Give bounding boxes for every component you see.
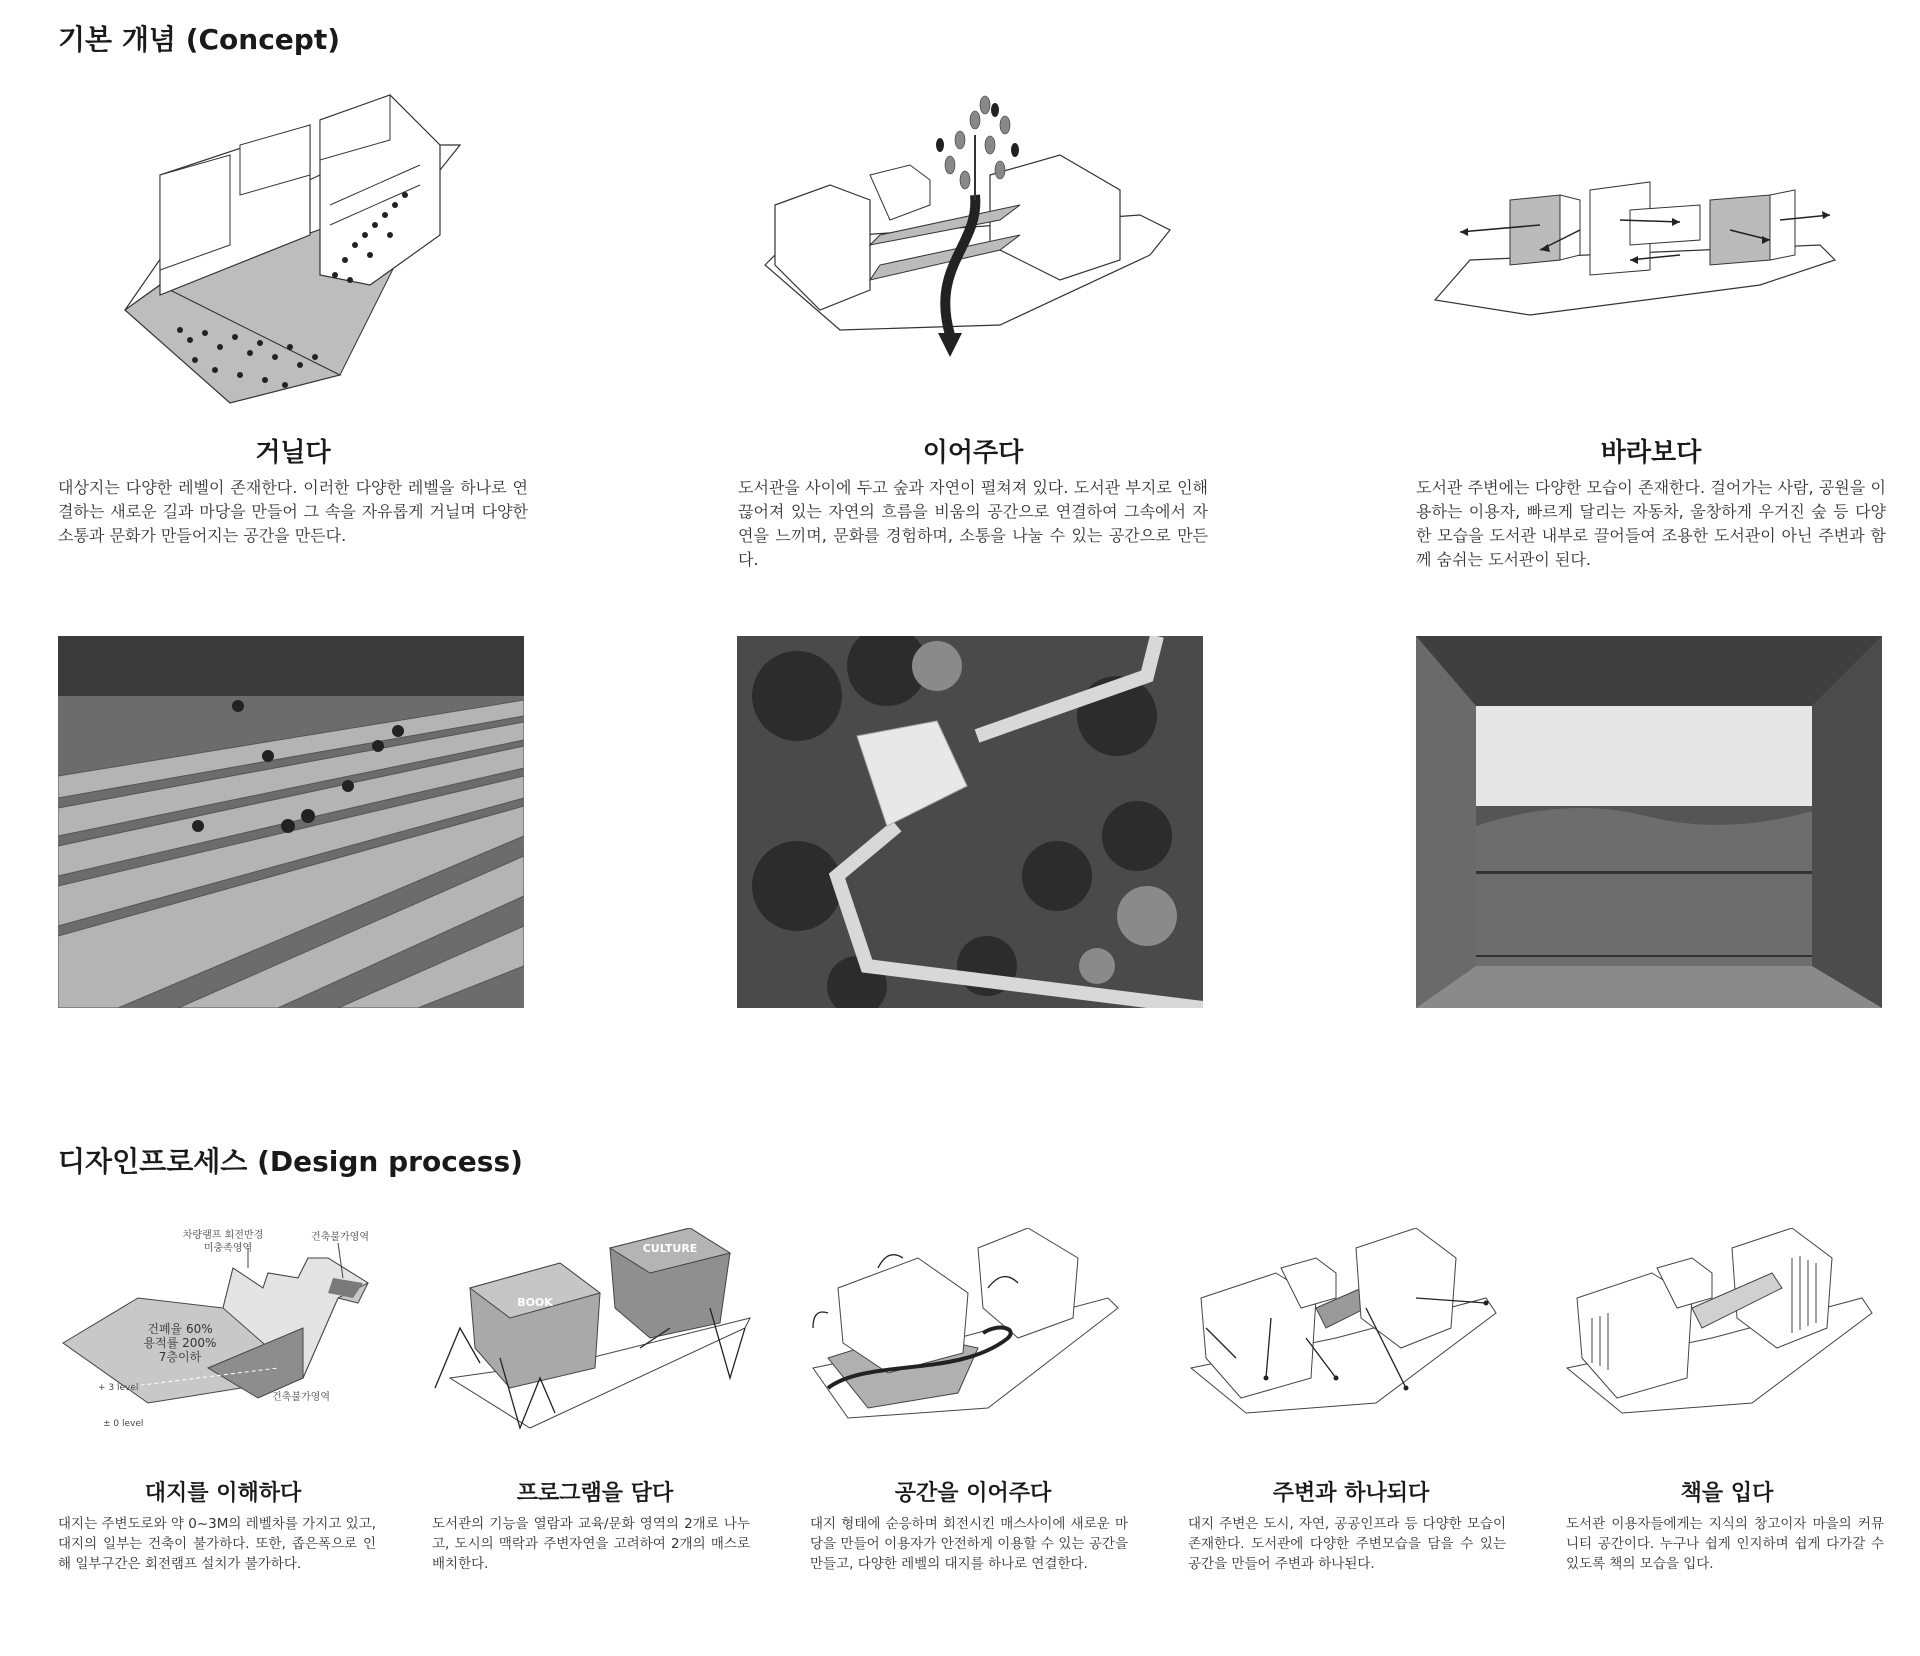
process-diagram-harmony [1186, 1228, 1516, 1433]
site-label-ramp-2: 미충족영역 [203, 1243, 253, 1254]
site-label-ramp: 차량램프 회전반경 [182, 1230, 264, 1241]
photo-aerial-path [737, 636, 1203, 1008]
concept-diagram-connect [760, 95, 1180, 365]
process-heading-space: 공간을 이어주다 [894, 1481, 1052, 1506]
site-label-no-build-bottom: 건축불가영역 [272, 1392, 330, 1403]
process-heading-book: 책을 입다 [1680, 1481, 1774, 1506]
concept-text-walk: 대상지는 다양한 레벨이 존재한다. 이러한 다양한 레벨을 하나로 연결하는 새로운 길과 마당을 만들어 그 속을 자유롭게 거닐며 다양한 소통과 문화가 만들어지는 공간을 만든다. [58, 478, 528, 545]
photo-wooden-steps [58, 636, 524, 1008]
concept-heading-connect: 이어주다 [922, 438, 1024, 468]
concept-text-connect: 도서관을 사이에 두고 숲과 자연이 펼쳐져 있다. 도서관 부지로 인해 끊어져 있는 자연의 흐름을 비움의 공간으로 연결하여 그속에서 자연을 느끼며, 문화를 경험하며, 소통을 나눌 수 있는 공간으로 만든다. [738, 478, 1208, 569]
process-diagram-book [1562, 1228, 1892, 1433]
process-text-harmony: 대지 주변은 도시, 자연, 공공인프라 등 다양한 모습이 존재한다. 도서관에 다양한 주변모습을 담을 수 있는 공간을 만들어 주변과 하나된다. [1188, 1516, 1506, 1572]
site-label-far: 용적률 200% [143, 1336, 217, 1350]
process-heading-harmony: 주변과 하나되다 [1272, 1481, 1430, 1506]
concept-text-view: 도서관 주변에는 다양한 모습이 존재한다. 걸어가는 사람, 공원을 이용하는 이용자, 빠르게 달리는 자동차, 울창하게 우거진 숲 등 다양한 모습을 도서관 내부로 끌어들여 조용한 도서관이 아닌 주변과 함께 숨쉬는 도서관이 된다. [1416, 478, 1886, 569]
site-label-level-3: + 3 level [98, 1383, 139, 1393]
concept-diagram-walk [120, 85, 480, 405]
program-label-book: BOOK [517, 1296, 553, 1309]
concept-heading-view: 바라보다 [1600, 438, 1702, 468]
site-label-no-build-top: 건축불가영역 [311, 1232, 369, 1243]
concept-heading-walk: 거닐다 [255, 438, 331, 468]
process-diagram-space [808, 1228, 1138, 1433]
photo-framed-view [1416, 636, 1882, 1008]
process-diagram-program [430, 1228, 760, 1433]
process-text-book: 도서관 이용자들에게는 지식의 창고이자 마을의 커뮤니티 공간이다. 누구나 쉽게 인지하며 쉽게 다가갈 수 있도록 책의 모습을 입다. [1566, 1516, 1884, 1572]
site-label-floors: 7층이하 [158, 1350, 202, 1364]
program-label-culture: CULTURE [642, 1242, 698, 1255]
site-label-level-0: ± 0 level [103, 1419, 144, 1429]
site-label-coverage: 건폐율 60% [147, 1322, 213, 1336]
process-text-site: 대지는 주변도로와 약 0~3M의 레벨차를 가지고 있고, 대지의 일부는 건축이 불가하다. 또한, 좁은폭으로 인해 일부구간은 회전램프 설치가 불가하다. [58, 1516, 376, 1572]
concept-title: 기본 개념 (Concept) [58, 23, 341, 56]
process-diagram-site [58, 1228, 388, 1433]
process-heading-program: 프로그램을 담다 [516, 1481, 674, 1506]
process-heading-site: 대지를 이해하다 [144, 1481, 302, 1506]
process-text-space: 대지 형태에 순응하며 회전시킨 매스사이에 새로운 마당을 만들어 이용자가 안전하게 이용할 수 있는 공간을 만들고, 다양한 레벨의 대지를 하나로 연결한다. [810, 1516, 1128, 1572]
process-title: 디자인프로세스 (Design process) [58, 1145, 523, 1178]
concept-diagram-view [1430, 170, 1840, 320]
process-text-program: 도서관의 기능을 열람과 교육/문화 영역의 2개로 나누고, 도시의 맥락과 주변자연을 고려하여 2개의 매스로 배치한다. [432, 1516, 750, 1572]
